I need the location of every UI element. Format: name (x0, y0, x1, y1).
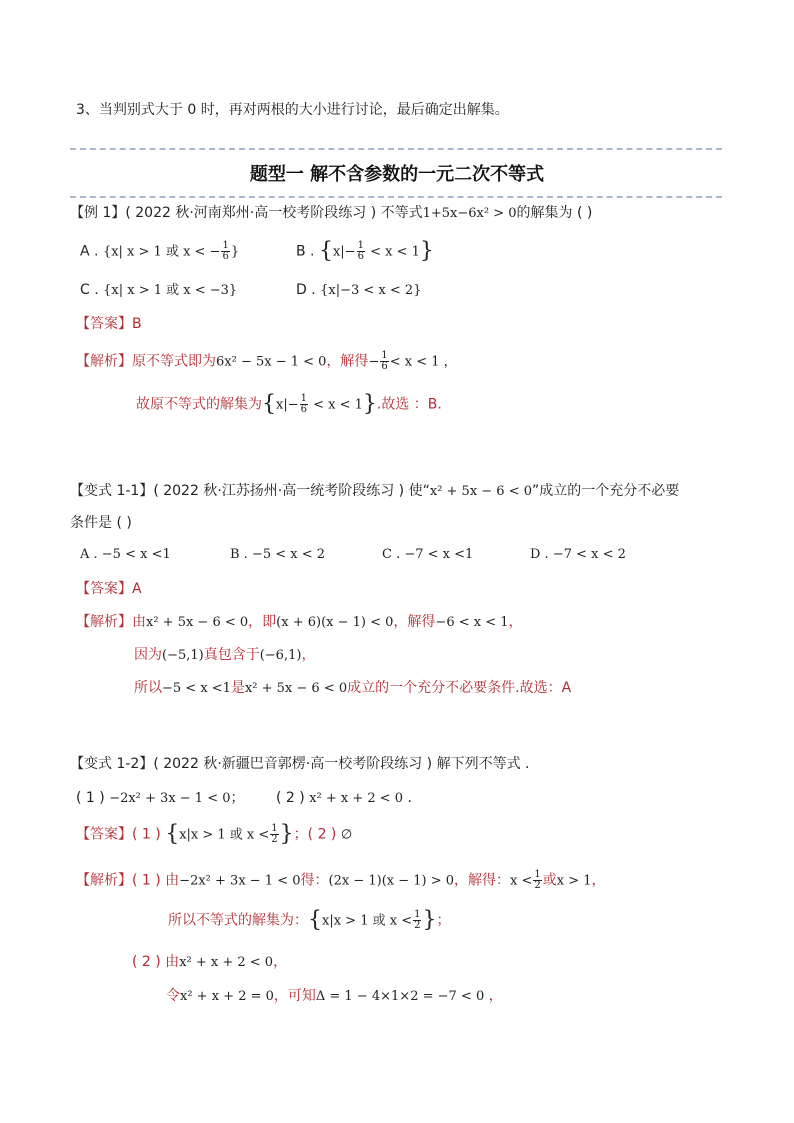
example1-answer (76, 314, 142, 334)
example1-question (70, 203, 592, 224)
brace-close: } (279, 821, 294, 847)
variant11-question (70, 481, 679, 502)
analysis-tag: 【解析】 (76, 872, 132, 889)
fraction-denominator: 2 (534, 880, 541, 891)
answer-tag: 【答案】 (76, 826, 132, 843)
subquestion-math: x² + x + 2 < 0 (309, 791, 404, 806)
variant12-analysis-1 (76, 870, 606, 892)
analysis-text: ，解得 (326, 353, 369, 370)
fraction (357, 241, 365, 262)
variant11-option-d: D . −7 < x < 2 (530, 547, 626, 562)
example-tag: 【例 1】 (70, 205, 126, 221)
fraction-denominator: 6 (222, 251, 229, 262)
fraction-numerator: 1 (271, 823, 278, 834)
analysis-text: .故选 ：B. (376, 396, 442, 413)
analysis-text: ，即 (248, 614, 277, 630)
analysis-math: Δ = 1 − 4×1×2 = −7 < 0 (315, 989, 485, 1004)
analysis-text: 由 (132, 614, 146, 630)
analysis-text: 原不等式即为 (132, 353, 216, 370)
answer-tag: 【答案】 (76, 316, 132, 332)
analysis-text: 所以不等式的解集为： (168, 912, 308, 929)
option-b-text-2: < x < 1 (365, 244, 420, 260)
analysis-math: x|x > 1 或 x < (322, 913, 413, 929)
analysis-text: 因为 (134, 647, 162, 663)
analysis-text: ，可知 (273, 988, 316, 1004)
example1-analysis-1: 【解析】原不等式即为6x² − 5x − 1 < 0，解得− $\frac{1}{6}$ < x < 1 ， (76, 350, 457, 372)
answer-set: x|x > 1 或 x < (179, 827, 270, 843)
example1-option-c (80, 280, 237, 301)
subquestion-end: . (403, 790, 412, 806)
analysis-text: ， (484, 988, 503, 1004)
variant11-answer (76, 579, 142, 599)
option-a-end: } (230, 244, 240, 260)
variant12-analysis-3 (132, 952, 287, 973)
example1-option-d (296, 280, 421, 301)
variant11-option-a: A . −5 < x <1 (80, 547, 171, 562)
analysis-text: ， (508, 614, 523, 630)
analysis-text: 令 (166, 988, 180, 1004)
fraction-numerator: 1 (222, 240, 229, 251)
variant12-subquestion-2 (276, 788, 412, 809)
subquestion-label: ( 1 ) (76, 790, 105, 806)
analysis-math: (2x − 1)(x − 1) > 0 (328, 873, 455, 889)
analysis-text: ， (591, 872, 606, 889)
example1-analysis-2 (136, 391, 442, 417)
brace-open: { (318, 238, 333, 264)
analysis-text: 故原不等式的解集为 (136, 396, 262, 413)
analysis-text: 真包含于 (203, 647, 260, 663)
analysis-text: 是 (230, 680, 245, 696)
analysis-math: x² + x + 2 < 0 (179, 955, 274, 970)
variant-tag: 【变式 1-1】 (70, 483, 154, 499)
analysis-text: ，解得 (393, 614, 436, 630)
analysis-text: 或 (542, 872, 557, 889)
analysis-text: 所以 (134, 680, 162, 696)
example-tail: 的解集为 ( ) (516, 205, 593, 221)
variant12-analysis-4 (166, 986, 503, 1007)
option-d-text: {x|−3 < x < 2} (320, 283, 422, 298)
variant-source: ( 2022 秋·新疆巴音郭楞·高一校考阶段练习 ) 解下列不等式 . (153, 756, 530, 772)
variant-text: 条件是 ( ) (70, 515, 132, 531)
fraction-denominator: 6 (381, 361, 388, 372)
analysis-tag: 【解析】 (76, 353, 132, 370)
variant11-analysis-1 (76, 612, 523, 633)
fraction-denominator: 6 (357, 251, 364, 262)
fraction-denominator: 2 (271, 834, 278, 845)
section-title: 题型一 解不含参数的一元二次不等式 (249, 164, 545, 185)
variant12-analysis-2 (168, 907, 451, 933)
fraction (533, 870, 541, 891)
analysis-text: ( 2 ) 由 (132, 954, 180, 970)
fraction-numerator: 1 (357, 240, 364, 251)
analysis-math: x² + 5x − 6 < 0 (244, 681, 348, 696)
fraction-denominator: 2 (414, 920, 421, 931)
brace-open: { (165, 821, 180, 847)
fraction-numerator: 1 (534, 869, 541, 880)
analysis-math: (−6,1) (259, 648, 302, 663)
variant12-answer (76, 821, 353, 847)
option-label: C . (80, 282, 99, 298)
intro-text: 3、当判别式大于 0 时，再对两根的大小进行讨论，最后确定出解集。 (76, 102, 509, 118)
fraction-numerator: 1 (414, 909, 421, 920)
fraction (270, 824, 278, 845)
variant12-subquestions (76, 788, 245, 809)
option-label: A . (80, 243, 99, 260)
fraction (413, 910, 421, 931)
analysis-math: −6 < x < 1 (435, 615, 509, 630)
answer-label: ；( 2 ) (293, 826, 337, 843)
analysis-text: ； (436, 912, 451, 929)
analysis-text: 成立的一个充分不必要条件.故选：A (347, 680, 572, 696)
brace-open: { (308, 907, 322, 933)
fraction-numerator: 1 (300, 393, 307, 404)
analysis-math: −5 < x <1 (162, 681, 231, 696)
subquestion-label: ( 2 ) (276, 790, 305, 806)
variant11-analysis-2 (134, 645, 315, 666)
answer-value: A (132, 581, 142, 597)
intro-line-3 (76, 100, 509, 120)
fraction (300, 394, 308, 415)
analysis-math: x² + 5x − 6 < 0 (146, 615, 249, 630)
fraction-numerator: 1 (381, 350, 388, 361)
analysis-math: x² + x + 2 = 0 (180, 989, 274, 1004)
example1-option-b (296, 238, 434, 264)
analysis-text: 得： (300, 872, 329, 889)
analysis-math: −2x² + 3x − 1 < 0 (179, 873, 301, 889)
variant-inequality: x² + 5x − 6 < 0 (429, 484, 533, 499)
brace-close: } (422, 907, 437, 933)
analysis-math: x < (510, 873, 533, 889)
analysis-text: ， (273, 954, 288, 970)
analysis-math: < x < 1 (308, 397, 363, 413)
subquestion-end: ； (230, 790, 245, 806)
fraction (380, 351, 388, 372)
dashed-divider-bottom (70, 196, 722, 198)
variant11-option-b: B . −5 < x < 2 (230, 547, 326, 562)
variant-source: ( 2022 秋·江苏扬州·高一统考阶段练习 ) 使“ (153, 483, 430, 499)
analysis-math: x|− (276, 397, 299, 413)
analysis-tag: 【解析】 (76, 614, 132, 630)
variant-tail: ”成立的一个充分不必要 (532, 483, 680, 499)
example-source: ( 2022 秋·河南郑州·高一校考阶段练习 ) 不等式 (125, 205, 423, 221)
answer-tag: 【答案】 (76, 581, 132, 597)
variant12-question (70, 754, 529, 774)
analysis-text: ， (301, 647, 316, 663)
fraction (221, 241, 229, 262)
brace-close: } (362, 391, 377, 417)
analysis-math: < x < 1 ， (389, 354, 457, 370)
variant11-option-c: C . −7 < x <1 (382, 547, 474, 562)
fraction-denominator: 6 (300, 404, 307, 415)
option-label: B . (296, 243, 315, 260)
analysis-math: x > 1 (556, 873, 592, 889)
variant11-question-2 (70, 513, 132, 533)
brace-open: { (262, 391, 276, 417)
analysis-math: (x + 6)(x − 1) < 0 (276, 615, 394, 630)
subquestion-math: −2x² + 3x − 1 < 0 (109, 791, 231, 806)
analysis-text: ( 1 ) 由 (132, 872, 180, 889)
empty-set: ∅ (340, 827, 353, 843)
option-c-text: {x| x > 1 或 x < −3} (103, 283, 238, 298)
analysis-math: 6x² − 5x − 1 < 0 (216, 354, 327, 370)
variant11-analysis-3 (134, 678, 571, 699)
dashed-divider-top (70, 148, 722, 150)
variant-tag: 【变式 1-2】 (70, 756, 154, 772)
answer-label: ( 1 ) (132, 826, 161, 843)
example1-option-a (80, 241, 239, 263)
option-a-text: {x| x > 1 或 x < − (102, 244, 221, 260)
option-label: D . (296, 282, 316, 298)
example-inequality: 1+5x−6x² > 0 (422, 206, 517, 221)
option-b-text: x|− (332, 244, 356, 260)
analysis-text: ，解得： (454, 872, 511, 889)
answer-value: B (132, 316, 142, 332)
brace-close: } (419, 238, 434, 264)
analysis-math: (−5,1) (162, 648, 204, 663)
